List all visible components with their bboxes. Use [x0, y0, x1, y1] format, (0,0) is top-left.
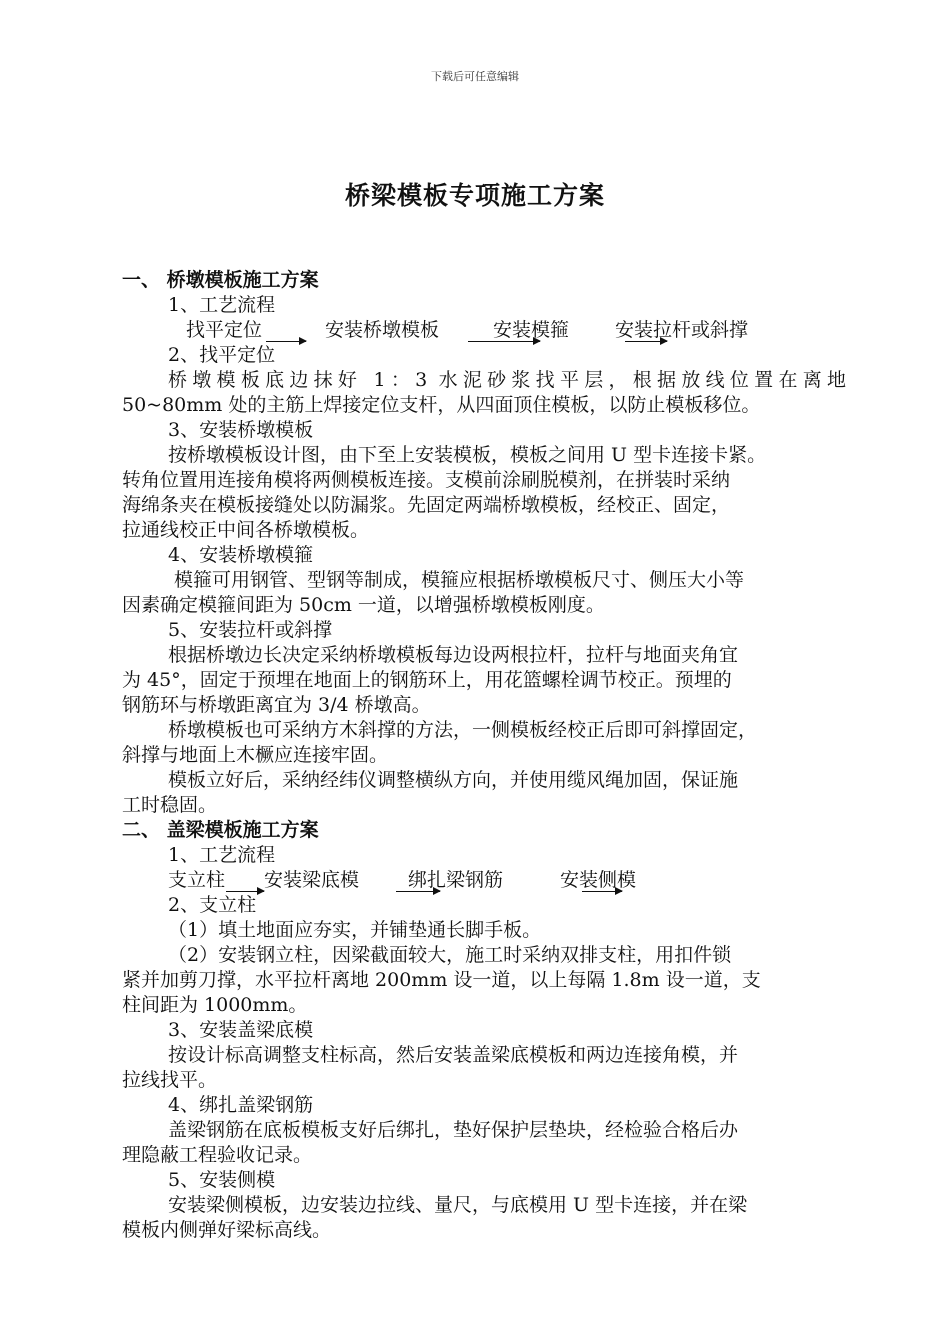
- s1-step-3-heading: 3、安装桥墩模板: [168, 419, 314, 441]
- s2-step-5-heading: 5、安装侧模: [168, 1169, 276, 1191]
- section-2-heading: 二、 盖梁模板施工方案: [122, 819, 319, 841]
- document-title: 桥梁模板专项施工方案: [344, 181, 605, 210]
- page-header: 下载后可任意编辑: [431, 70, 519, 83]
- paragraph-line: 盖梁钢筋在底板模板支好后绑扎，垫好保护层垫块，经检验合格后办: [168, 1119, 739, 1141]
- paragraph-line: 50~80mm 处的主筋上焊接定位支杆，从四面顶住模板，以防止模板移位。: [122, 394, 761, 416]
- arrow-icon: [266, 341, 306, 342]
- paragraph-line: 紧并加剪刀撑，水平拉杆离地 200mm 设一道，以上每隔 1.8m 设一道，支: [122, 969, 761, 991]
- paragraph-line: 按桥墩模板设计图，由下至上安装模板，模板之间用 U 型卡连接卡紧。: [168, 444, 767, 466]
- paragraph-line: （2）安装钢立柱，因梁截面较大，施工时采纳双排支柱，用扣件锁: [168, 944, 732, 966]
- s1-step-1-heading: 1、工艺流程: [168, 294, 276, 316]
- arrow-icon: [226, 891, 264, 892]
- arrow-icon: [582, 891, 622, 892]
- s1-flow-step-1: 找平定位: [186, 319, 263, 341]
- paragraph-line: 因素确定模箍间距为 50cm 一道，以增强桥墩模板刚度。: [122, 594, 605, 616]
- s2-flow-step-4: 安装侧模: [560, 869, 637, 891]
- s1-flow-step-3: 安装模箍: [493, 319, 570, 341]
- s1-step-4-heading: 4、安装桥墩模箍: [168, 544, 314, 566]
- section-1-heading: 一、 桥墩模板施工方案: [122, 269, 319, 291]
- s1-flow-step-4: 安装拉杆或斜撑: [615, 319, 749, 341]
- paragraph-line: 模板内侧弹好梁标高线。: [122, 1219, 332, 1241]
- s2-step-2-heading: 2、支立柱: [168, 894, 257, 916]
- s2-flow-step-2: 安装梁底模: [264, 869, 360, 891]
- s2-step-1-heading: 1、工艺流程: [168, 844, 276, 866]
- paragraph-line: 理隐蔽工程验收记录。: [122, 1144, 313, 1166]
- paragraph-line: 海绵条夹在模板接缝处以防漏浆。先固定两端桥墩模板，经校正、固定，: [122, 494, 731, 516]
- paragraph-line: 安装梁侧模板，边安装边拉线、量尺，与底模用 U 型卡连接，并在梁: [168, 1194, 748, 1216]
- paragraph-line: （1）填土地面应夯实，并铺垫通长脚手板。: [168, 919, 542, 941]
- paragraph-line: 工时稳固。: [122, 794, 218, 816]
- arrow-icon: [625, 341, 667, 342]
- s2-step-3-heading: 3、安装盖梁底模: [168, 1019, 314, 1041]
- paragraph-line: 斜撑与地面上木橛应连接牢固。: [122, 744, 389, 766]
- s1-step-2-heading: 2、找平定位: [168, 344, 276, 366]
- paragraph-line: 拉通线校正中间各桥墩模板。: [122, 519, 370, 541]
- paragraph-line: 拉线找平。: [122, 1069, 218, 1091]
- paragraph-line: 柱间距为 1000mm。: [122, 994, 308, 1016]
- paragraph-line: 模箍可用钢管、型钢等制成，模箍应根据桥墩模板尺寸、侧压大小等: [168, 569, 745, 591]
- paragraph-line: 按设计标高调整支柱标高，然后安装盖梁底模板和两边连接角模，并: [168, 1044, 739, 1066]
- paragraph-line: 桥墩模板底边抹好 1：3 水泥砂浆找平层，根据放线位置在离地: [168, 369, 846, 391]
- paragraph-line: 钢筋环与桥墩距离宜为 3/4 桥墩高。: [122, 694, 431, 716]
- s2-flow-step-1: 支立柱: [168, 869, 226, 891]
- s2-step-4-heading: 4、绑扎盖梁钢筋: [168, 1094, 314, 1116]
- s1-flow-step-2: 安装桥墩模板: [325, 319, 440, 341]
- paragraph-line: 转角位置用连接角模将两侧模板连接。支模前涂刷脱模剂，在拼装时采纳: [122, 469, 731, 491]
- paragraph-line: 为 45°，固定于预埋在地面上的钢筋环上，用花篮螺栓调节校正。预埋的: [122, 669, 732, 691]
- s1-step-5-heading: 5、安装拉杆或斜撑: [168, 619, 333, 641]
- paragraph-line: 模板立好后，采纳经纬仪调整横纵方向，并使用缆风绳加固，保证施: [168, 769, 739, 791]
- s2-flow-step-3: 绑扎梁钢筋: [408, 869, 504, 891]
- paragraph-line: 根据桥墩边长决定采纳桥墩模板每边设两根拉杆，拉杆与地面夹角宜: [168, 644, 739, 666]
- paragraph-line: 桥墩模板也可采纳方木斜撑的方法，一侧模板经校正后即可斜撑固定，: [168, 719, 758, 741]
